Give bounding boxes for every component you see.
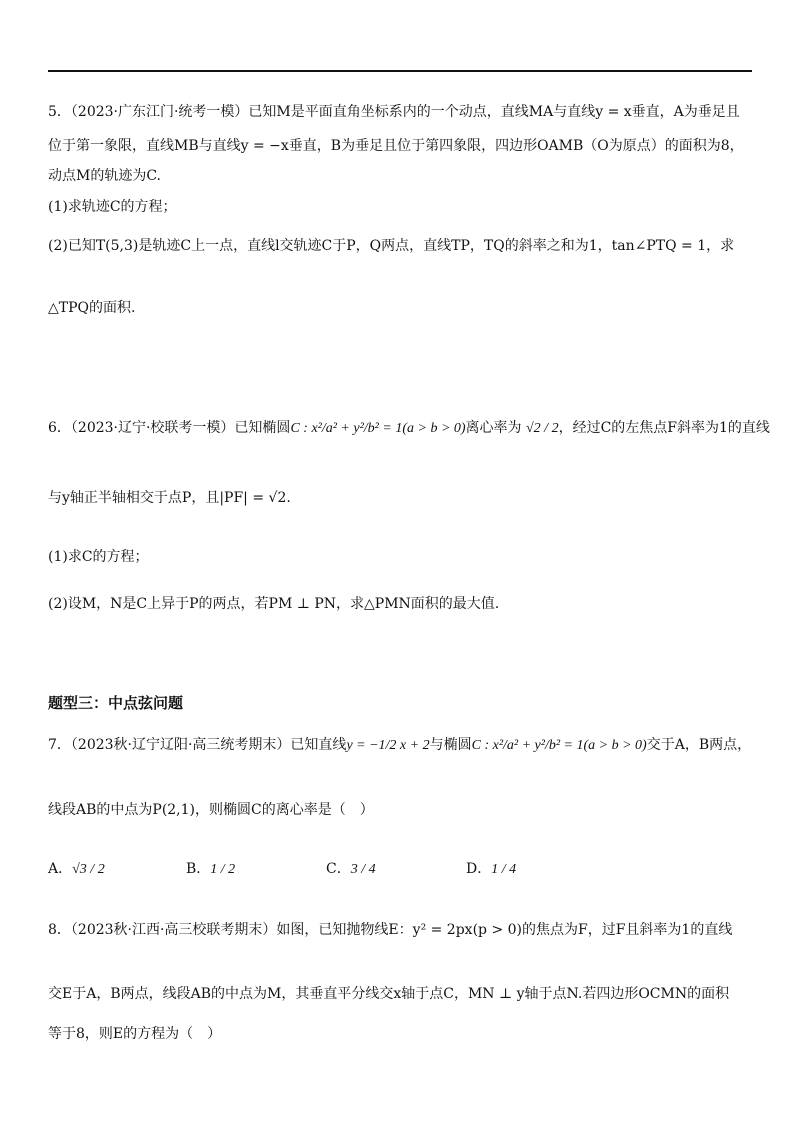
q6-eccentricity: √2 / 2 [526, 421, 559, 436]
q5-part-2: (2)已知T(5,3)是轨迹C上一点，直线l交轨迹C于P，Q两点，直线TP，TQ的斜率之和为1，tan∠PTQ = 1，求 [48, 238, 735, 254]
q7-option-a[interactable] [48, 858, 105, 878]
header-rule [48, 70, 752, 72]
q7-line-2: 线段AB的中点为P(2,1)，则椭圆C的离心率是（ ） [48, 802, 374, 818]
q8-line-1: 8．（2023秋·江西·高三校联考期末）如图，已知抛物线E：y² = 2px(p > 0)的焦点为F，过F且斜率为1的直线 [48, 922, 733, 938]
q6-part-2: (2)设M，N是C上异于P的两点，若PM ⊥ PN，求△PMN面积的最大值. [48, 596, 500, 612]
q8-line-3: 等于8，则E的方程为（ ） [48, 1026, 222, 1042]
q7-option-d-label: D． [466, 861, 492, 877]
q5-part-2-cont: △TPQ的面积. [48, 300, 136, 316]
q7-option-d-value: 1 / 4 [491, 862, 517, 877]
q6-line-2: 与y轴正半轴相交于点P，且|PF| = √2. [48, 490, 291, 506]
q7-line-1-b: 与椭圆 [429, 737, 472, 753]
q7-line-eq: y = −1/2 x + 2 [346, 738, 430, 753]
section-heading: 题型三：中点弦问题 [48, 694, 184, 712]
q7-option-c-value: 3 / 4 [350, 862, 376, 877]
q7-option-a-value: √3 / 2 [72, 862, 105, 877]
q5-line-3: 动点M的轨迹为C. [48, 168, 161, 184]
q7-option-b-value: 1 / 2 [210, 862, 236, 877]
q7-option-b[interactable] [186, 858, 235, 878]
q7-ellipse-eq: C : x²/a² + y²/b² = 1(a > b > 0) [471, 738, 647, 753]
q7-option-a-label: A． [48, 861, 73, 877]
q7-line-1 [48, 735, 751, 756]
q7-option-c[interactable] [326, 858, 376, 878]
q7-option-c-label: C． [326, 861, 351, 877]
q6-part-1: (1)求C的方程； [48, 549, 149, 565]
q7-line-1-a: 7．（2023秋·辽宁辽阳·高三统考期末）已知直线 [48, 737, 347, 753]
q7-line-1-c: 交于A，B两点， [646, 737, 752, 753]
q6-line-1-c: ，经过C的左焦点F斜率为1的直线 [558, 420, 770, 436]
q6-line-1-a: 6．（2023·辽宁·校联考一模）已知椭圆 [48, 420, 291, 436]
q5-part-1: (1)求轨迹C的方程； [48, 199, 177, 215]
q5-line-2: 位于第一象限，直线MB与直线y = −x垂直，B为垂足且位于第四象限，四边形OAMB（O为原点）的面积为8， [48, 138, 744, 154]
q7-option-b-label: B． [186, 861, 211, 877]
q5-line-1: 5．（2023·广东江门·统考一模）已知M是平面直角坐标系内的一个动点，直线MA与直线y = x垂直，A为垂足且 [48, 104, 740, 120]
q7-option-d[interactable] [466, 858, 516, 878]
q6-ellipse-eq: C : x²/a² + y²/b² = 1(a > b > 0) [290, 421, 466, 436]
q8-line-2: 交E于A，B两点，线段AB的中点为M，其垂直平分线交x轴于点C，MN ⊥ y轴于点N.若四边形OCMN的面积 [48, 986, 730, 1002]
q6-line-1-b: 离心率为 [465, 420, 522, 436]
q6-line-1 [48, 418, 770, 439]
